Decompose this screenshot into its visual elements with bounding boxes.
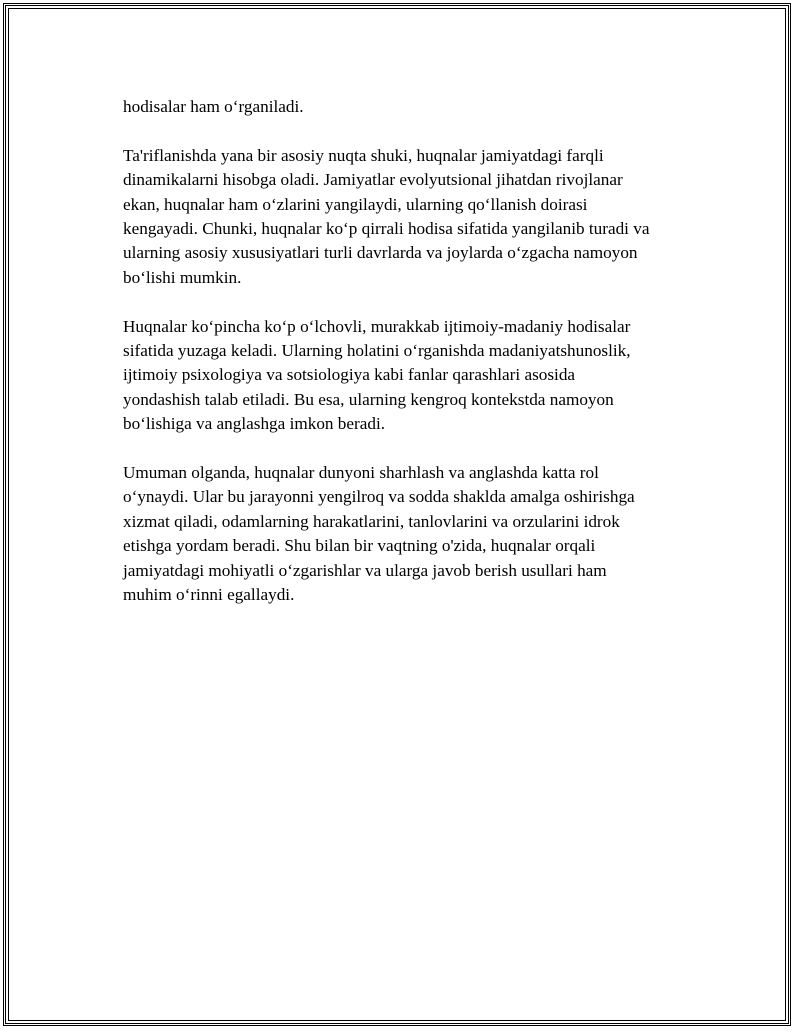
text-line: bo‘lishiga va anglashga imkon beradi.: [123, 414, 386, 434]
paragraph-1: [123, 95, 699, 119]
document-body: [123, 95, 699, 632]
text-line: Ta'riflanishda yana bir asosiy nuqta shuki, huqnalar jamiyatdagi farqli: [123, 145, 604, 165]
text-line: ijtimoiy psixologiya va sotsiologiya kabi fanlar qarashlari asosida: [123, 365, 576, 385]
text-line: Huqnalar ko‘pincha ko‘p o‘lchovli, murakkab ijtimoiy-madaniy hodisalar: [123, 316, 631, 336]
text-line: kengayadi. Chunki, huqnalar ko‘p qirrali hodisa sifatida yangilanib turadi va: [123, 219, 650, 239]
text-line: o‘ynaydi. Ular bu jarayonni yengilroq va sodda shaklda amalga oshirishga: [123, 487, 635, 507]
text-line: xizmat qiladi, odamlarning harakatlarini, tanlovlarini va orzularini idrok: [123, 511, 620, 531]
text-line: jamiyatdagi mohiyatli o‘zgarishlar va ularga javob berish usullari ham: [123, 560, 607, 580]
paragraph-2: [123, 144, 699, 290]
text-line: ularning asosiy xususiyatlari turli davrlarda va joylarda o‘zgacha namoyon: [123, 243, 638, 263]
text-line: bo‘lishi mumkin.: [123, 267, 242, 287]
page-border: [3, 3, 791, 1026]
text-line: muhim o‘rinni egallaydi.: [123, 585, 295, 605]
text-line: sifatida yuzaga keladi. Ularning holatini o‘rganishda madaniyatshunoslik,: [123, 341, 631, 361]
text-line: hodisalar ham o‘rganiladi.: [123, 97, 304, 116]
paragraph-4: [123, 461, 699, 607]
text-line: dinamikalarni hisobga oladi. Jamiyatlar evolyutsional jihatdan rivojlanar: [123, 170, 623, 190]
paragraph-3: [123, 315, 699, 437]
text-line: Umuman olganda, huqnalar dunyoni sharhlash va anglashda katta rol: [123, 463, 599, 483]
text-line: ekan, huqnalar ham o‘zlarini yangilaydi, ularning qo‘llanish doirasi: [123, 194, 588, 214]
text-line: etishga yordam beradi. Shu bilan bir vaqtning o'zida, huqnalar orqali: [123, 536, 596, 556]
text-line: yondashish talab etiladi. Bu esa, ularning kengroq kontekstda namoyon: [123, 389, 614, 409]
